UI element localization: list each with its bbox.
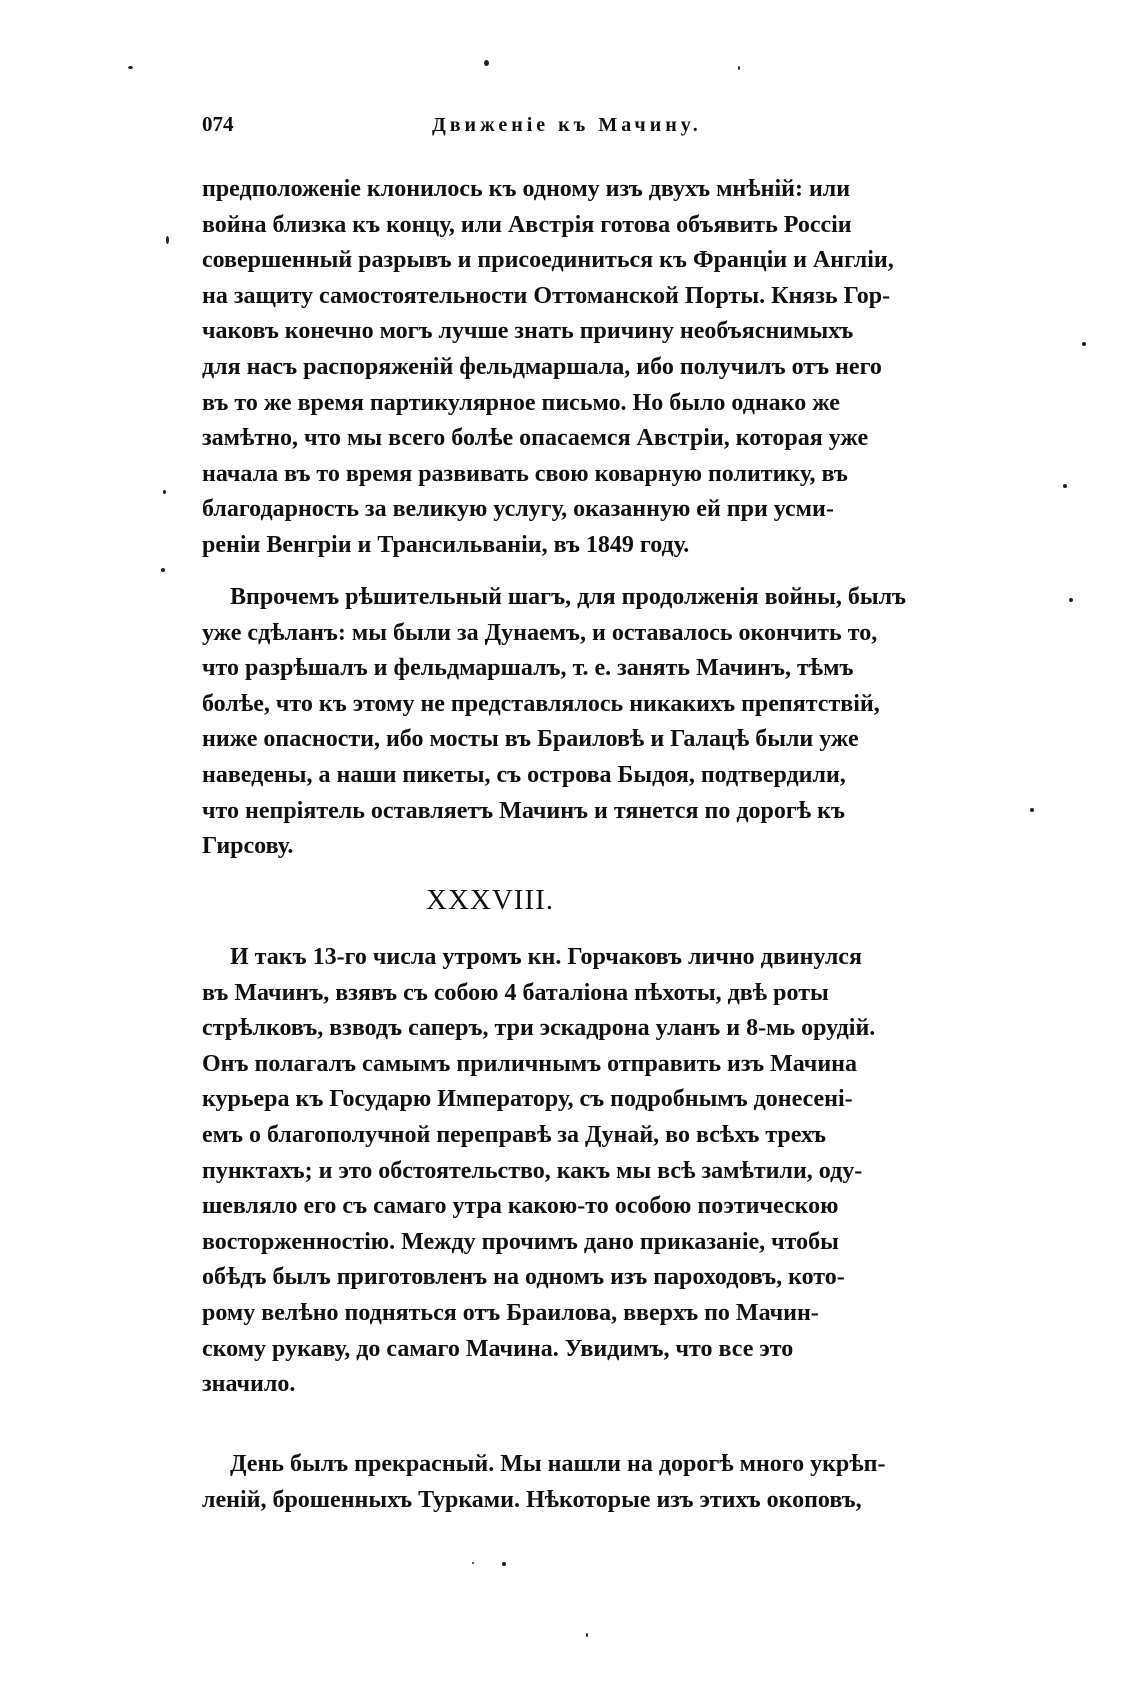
text-line: Гирсову. [202,833,294,860]
running-title: Движеніе къ Мачину. [432,114,702,136]
text-line: рому велѣно подняться отъ Браилова, вверхъ по Мачин- [202,1299,819,1326]
scan-speck [1063,484,1067,488]
text-line: шевляло его съ самаго утра какою-то особою поэтическою [202,1193,839,1220]
text-line: Онъ полагалъ самымъ приличнымъ отправить изъ Мачина [202,1050,857,1077]
text-line: благодарность за великую услугу, оказанную ей при усми- [202,496,834,523]
text-line: курьера къ Государю Императору, съ подробнымъ донесені- [202,1086,853,1113]
text-line: на защиту самостоятельности Оттоманской Порты. Князь Гор- [202,282,891,309]
scan-speck [484,60,489,66]
text-line: война близка къ концу, или Австрія готова объявить Россіи [202,211,852,238]
text-line: реніи Венгріи и Трансильваніи, въ 1849 году. [202,531,690,558]
text-line: стрѣлковъ, взводъ саперъ, три эскадрона уланъ и 8-мь орудій. [202,1015,876,1042]
scan-speck [586,1633,588,1637]
scan-speck [1082,342,1086,346]
paragraph-2 [202,580,907,865]
text-line: леній, брошенныхъ Турками. Нѣкоторые изъ этихъ окоповъ, [202,1486,862,1513]
text-line: День былъ прекрасный. Мы нашли на дорогѣ много укрѣп- [230,1451,886,1477]
paragraph-3 [202,940,876,1403]
chapter-heading: XXXVIII. [426,884,554,916]
page-number: 074 [202,112,234,136]
text-line: замѣтно, что мы всего болѣе опасаемся Австріи, которая уже [202,425,869,452]
scan-speck [1069,598,1073,602]
text-line: Впрочемъ рѣшительный шагъ, для продолженія войны, былъ [230,584,907,610]
page-header [202,112,782,142]
text-line: чаковъ конечно могъ лучше знать причину необъяснимыхъ [202,318,854,345]
text-line: въ Мачинъ, взявъ съ собою 4 баталіона пѣхоты, двѣ роты [202,979,829,1006]
text-line: для насъ распоряженій фельдмаршала, ибо получилъ отъ него [202,353,882,380]
text-line: емъ о благополучной переправѣ за Дунай, во всѣхъ трехъ [202,1121,827,1148]
scan-speck [128,66,133,69]
text-line: уже сдѣланъ: мы были за Дунаемъ, и оставалось окончить то, [202,619,878,646]
text-line: начала въ то время развивать свою коварную политику, въ [202,460,848,487]
text-line: И такъ 13-го числа утромъ кн. Горчаковъ лично двинулся [230,944,862,970]
scan-speck [166,236,169,244]
text-line: обѣдъ былъ приготовленъ на одномъ изъ пароходовъ, кото- [202,1264,845,1291]
text-line: восторженностію. Между прочимъ дано приказаніе, чтобы [202,1228,839,1255]
text-line: значило. [202,1371,296,1398]
text-line: наведены, а наши пикеты, съ острова Быдоя, подтвердили, [202,761,846,788]
text-line: совершенный разрывъ и присоединиться къ Франціи и Англіи, [202,247,894,274]
text-line: скому рукаву, до самаго Мачина. Увидимъ, что все это [202,1335,794,1362]
text-line: предположеніе клонилось къ одному изъ двухъ мнѣній: или [202,176,851,202]
scan-speck [163,490,166,494]
text-line: въ то же время партикулярное письмо. Но было однако же [202,389,840,416]
paragraph-4 [202,1447,886,1518]
text-line: болѣе, что къ этому не представлялось никакихъ препятствій, [202,690,880,717]
scan-speck [472,1562,474,1564]
scan-speck [1030,808,1034,812]
scan-speck [161,568,165,572]
text-line: что непріятель оставляетъ Мачинъ и тянется по дорогѣ къ [202,797,845,824]
paragraph-1 [202,172,894,564]
text-line: пунктахъ; и это обстоятельство, какъ мы всѣ замѣтили, оду- [202,1157,863,1184]
text-line: что разрѣшалъ и фельдмаршалъ, т. е. занять Мачинъ, тѣмъ [202,655,854,682]
scan-speck [502,1562,506,1566]
scan-speck [738,66,740,70]
text-line: ниже опасности, ибо мосты въ Браиловѣ и Галацѣ были уже [202,726,859,753]
